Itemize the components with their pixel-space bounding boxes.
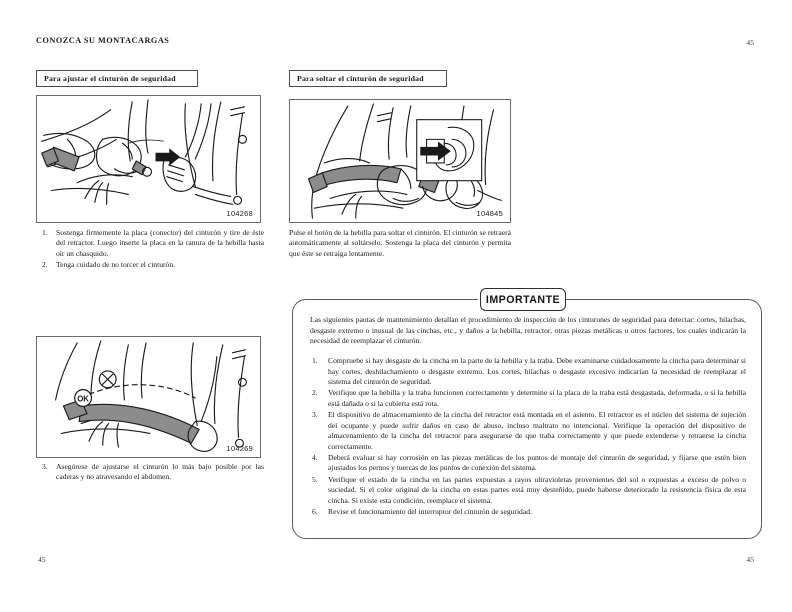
figure-release-buckle-id: 104845 bbox=[476, 209, 503, 218]
important-items bbox=[310, 356, 746, 518]
list-item: Verifique que la hebilla y la traba funcionen correctamente y determine si la placa de la traba está desgastada, deformada, o si la hebilla está dañada o si la cubierta está rota. bbox=[328, 388, 746, 408]
list-item: Revise el funcionamiento del interruptor del cinturón de seguridad. bbox=[328, 506, 532, 516]
svg-text:OK: OK bbox=[77, 394, 89, 404]
adjust-belt-steps-list bbox=[36, 228, 264, 270]
important-intro-paragraph: Las siguientes pautas de mantenimiento detallan el procedimiento de inspección de los cinturones de seguridad para detectar: cortes, hilachas, desgaste extremo o inusual de las cinchas, etc., y daños a la hebilla, retractor, otras piezas metálicas u otros factores, los cuales indicarán la necesidad de reemplazar el cinturón. bbox=[310, 315, 746, 346]
page-number-top-right: 45 bbox=[746, 38, 754, 47]
figure-lap-belt-position bbox=[36, 336, 261, 458]
page-number-bottom-right: 45 bbox=[746, 555, 754, 564]
section-heading-adjust-belt-label: Para ajustar el cinturón de seguridad bbox=[44, 74, 176, 83]
figure-lap-belt-position-id: 104269 bbox=[226, 444, 253, 453]
list-item: Sostenga firmemente la placa (conector) del cinturón y tire de éste del retractor. Luego inserte la placa en la ranura de la hebilla hasta oír un chasquido. bbox=[56, 228, 264, 258]
important-badge bbox=[480, 288, 566, 311]
list-item: Deberá evaluar si hay corrosión en las piezas metálicas de los puntos de montaje del cinturón de seguridad, y fijarse que estén bien ajustados los pernos y tuercas de los puntos de conexión del sistema. bbox=[328, 452, 746, 473]
page-header-title: CONOZCA SU MONTACARGAS bbox=[36, 36, 170, 45]
adjust-belt-steps bbox=[36, 228, 264, 271]
section-heading-release-belt-label: Para soltar el cinturón de seguridad bbox=[297, 74, 424, 83]
list-item: Asegúrese de ajustarse el cinturón lo más bajo posible por las caderas y no atravesando el abdomen. bbox=[56, 462, 264, 482]
figure-lap-belt-position-illustration bbox=[37, 337, 260, 457]
section-heading-release-belt bbox=[289, 70, 447, 87]
list-item: Verifique el estado de la cincha en las partes expuestas a rayos ultravioletas provenientes del sol o expuestas a exceso de polvo o suciedad. Si el color original de la cincha en estas partes está muy desteñido, puede haberse deteriorado la resistencia física de esta cincha. Si existe esta condición, reemplace el sistema. bbox=[328, 474, 746, 505]
figure-release-buckle-inset bbox=[417, 120, 482, 181]
ok-marker-icon bbox=[75, 390, 92, 407]
figure-insert-latch-plate-id: 104268 bbox=[226, 209, 253, 218]
important-badge-label: IMPORTANTE bbox=[485, 293, 561, 306]
release-belt-paragraph: Pulse el botón de la hebilla para soltar el cinturón. El cinturón se retraerá automáticamente al soltárselo. Sostenga la placa del cinturón y permita que éste se retraiga lentamente. bbox=[289, 228, 511, 258]
list-item: El dispositivo de almacenamiento de la cincha del retractor está montada en el asiento. El retractor es el núcleo del sistema de sujeción del ocupante y puede sufrir daños en caso de abuso, incluso maltrato no intencional. Verifique la operación del dispositivo de almacenamiento de la cincha del retractor para asegurarse de que traba correctamente y que puede extenderse y retraerse la cincha correctamente. bbox=[328, 409, 746, 451]
section-heading-adjust-belt bbox=[36, 70, 198, 87]
figure-insert-latch-plate bbox=[36, 95, 261, 223]
figure-release-buckle-illustration bbox=[290, 100, 510, 222]
adjust-belt-steps-continued-list bbox=[36, 462, 264, 483]
figure-insert-latch-plate-illustration bbox=[37, 96, 260, 222]
direction-arrow-icon bbox=[156, 149, 180, 165]
figure-release-buckle bbox=[289, 99, 511, 223]
page-number-bottom-left: 45 bbox=[38, 555, 46, 564]
adjust-belt-steps-continued bbox=[36, 462, 264, 483]
important-items-list bbox=[310, 356, 746, 517]
list-item: Tenga cuidado de no torcer el cinturón. bbox=[56, 259, 176, 269]
list-item: Compruebe si hay desgaste de la cincha en la parte de la hebilla y la traba. Debe examinarse cuidadosamente la cincha para determinar si hay cortes, deshilachamiento o desgaste extremo. Los cortes, hilachas o desgaste excesivo indicarían la necesidad de reemplazar el sistema del cinturón de seguridad. bbox=[328, 356, 746, 387]
prohibited-marker-icon bbox=[99, 371, 116, 388]
